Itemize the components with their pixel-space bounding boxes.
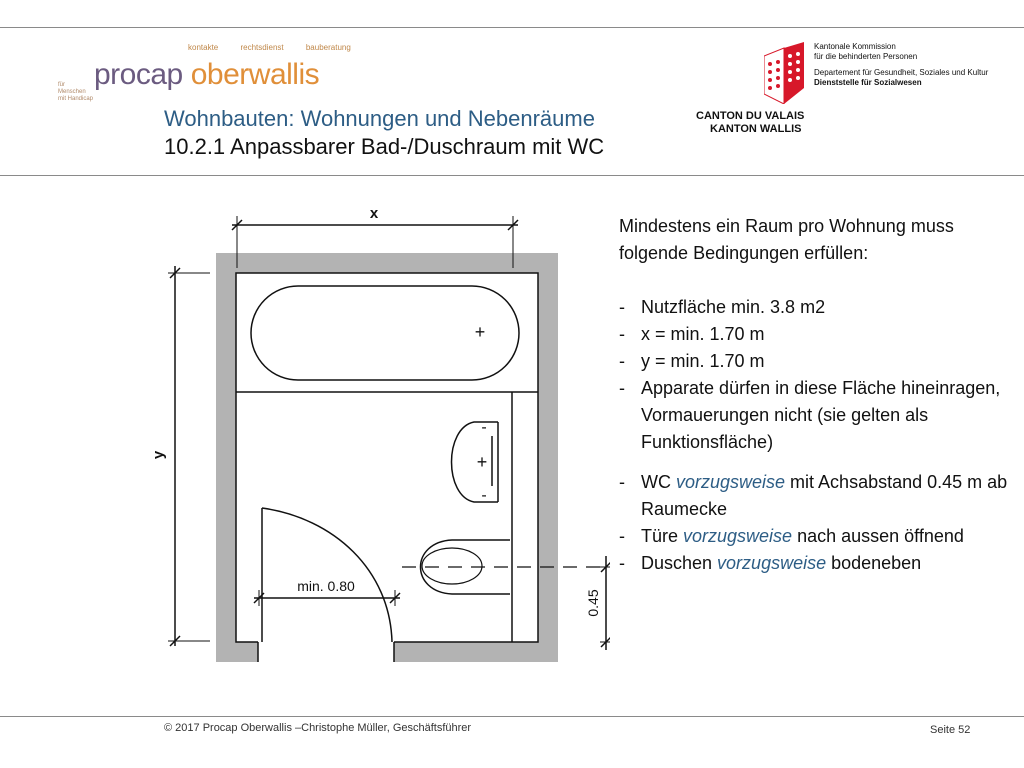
requirements-intro: Mindestens ein Raum pro Wohnung muss folgende Bedingungen erfüllen:: [619, 216, 954, 263]
list-item: - x = min. 1.70 m: [619, 321, 1019, 348]
logo-side-text: für Menschen mit Handicap: [58, 82, 94, 102]
commission-text: [814, 42, 988, 87]
sink-plus: +: [476, 452, 488, 472]
logo-wordmark: [94, 58, 319, 92]
list-item: - y = min. 1.70 m: [619, 348, 1019, 375]
logo-word-oberwallis: oberwallis: [190, 58, 320, 91]
top-rule: [0, 27, 1024, 28]
sink: [452, 422, 499, 502]
logo-tagline: [188, 43, 371, 52]
requirement-wc: WC vorzugsweise mit Achsabstand 0.45 m ab Raumecke: [641, 472, 1008, 519]
page-subtitle: 10.2.1 Anpassbarer Bad-/Duschraum mit WC: [164, 134, 605, 159]
dimension-axis-label: 0.45: [585, 589, 601, 617]
procap-logo: [48, 40, 378, 102]
canton-name: [696, 110, 804, 136]
canton-line-1: CANTON DU VALAIS: [696, 110, 805, 122]
dimension-y-label: y: [150, 450, 167, 460]
bathtub-plus: +: [474, 322, 486, 342]
door-opening: [258, 638, 394, 664]
list-item: - Nutzfläche min. 3.8 m2: [619, 294, 1019, 321]
list-item: - Apparate dürfen in diese Fläche hineinragen, Vormauerungen nicht (sie gelten als Funktionsfläche): [619, 375, 1019, 456]
list-item: - WC vorzugsweise mit Achsabstand 0.45 m ab Raumecke: [619, 469, 1019, 523]
requirements-text: [619, 213, 1019, 577]
requirement-apparatus: Apparate dürfen in diese Fläche hineinragen, Vormauerungen nicht (sie gelten als Funktionsfläche): [641, 378, 1001, 452]
page-title: Wohnbauten: Wohnungen und Nebenräume: [164, 106, 595, 131]
requirement-area: Nutzfläche min. 3.8 m2: [641, 297, 826, 317]
dimension-door-label: min. 0.80: [297, 578, 355, 594]
department-line-2: Dienststelle für Sozialwesen: [814, 77, 922, 87]
commission-line-2: für die behinderten Personen: [814, 51, 918, 61]
dimension-x-label: x: [369, 205, 379, 222]
requirement-door: Türe vorzugsweise nach aussen öffnend: [641, 526, 964, 546]
requirement-x: x = min. 1.70 m: [641, 324, 765, 344]
bathroom-floor-plan: [150, 196, 610, 666]
list-item: - Türe vorzugsweise nach aussen öffnend: [619, 523, 1019, 550]
footer-copyright: © 2017 Procap Oberwallis –Christophe Müller, Geschäftsführer: [164, 722, 472, 734]
tagline-kontakte: kontakte: [188, 43, 219, 52]
commission-line-1: Kantonale Kommission: [814, 42, 896, 51]
sink-minus-bottom: -: [481, 487, 487, 504]
requirement-y: y = min. 1.70 m: [641, 351, 765, 371]
valais-crest-icon: [764, 42, 804, 104]
tagline-rechtsdienst: rechtsdienst: [240, 43, 284, 52]
sink-minus-top: -: [481, 419, 487, 436]
page-title-block: [164, 105, 604, 161]
logo-word-procap: procap: [94, 58, 183, 91]
list-item: - Duschen vorzugsweise bodeneben: [619, 550, 1019, 577]
tagline-bauberatung: bauberatung: [305, 43, 351, 52]
page-number: Seite 52: [930, 724, 971, 736]
requirement-shower: Duschen vorzugsweise bodeneben: [641, 553, 922, 573]
canton-line-2: KANTON WALLIS: [710, 123, 802, 135]
department-line-1: Departement für Gesundheit, Soziales und Kultur: [814, 68, 989, 77]
header-rule: [0, 175, 1024, 176]
footer-rule: [0, 716, 1024, 717]
